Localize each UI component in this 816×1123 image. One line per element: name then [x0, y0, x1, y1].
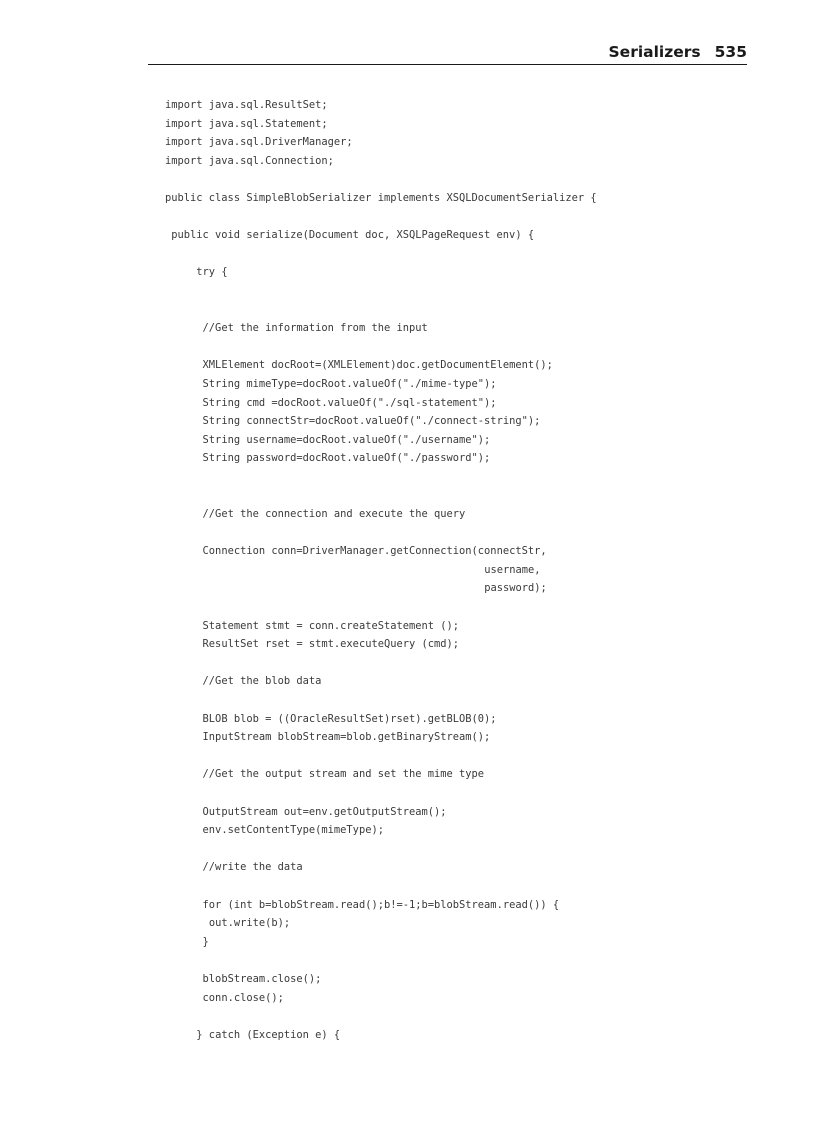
code-blank-line	[0, 282, 816, 301]
code-blank-line	[0, 598, 816, 617]
code-blank-line	[0, 951, 816, 970]
code-line: //Get the blob data	[202, 675, 322, 688]
code-line: BLOB blob = ((OracleResultSet)rset).getBLOB(0);	[202, 712, 497, 725]
code-blank-line	[0, 747, 816, 766]
code-blank-line	[0, 691, 816, 710]
code-line: password);	[484, 582, 547, 595]
code-line: //Get the connection and execute the query	[202, 508, 466, 521]
code-blank-line	[0, 840, 816, 859]
code-line: Connection conn=DriverManager.getConnection(connectStr,	[202, 545, 547, 558]
code-blank-line	[0, 784, 816, 803]
code-blank-line	[0, 301, 816, 320]
code-line: String cmd =docRoot.valueOf("./sql-statement");	[202, 396, 497, 409]
running-header	[148, 42, 747, 65]
code-blank-line	[0, 170, 816, 189]
code-line: import java.sql.Statement;	[165, 117, 328, 130]
code-line: conn.close();	[202, 991, 284, 1004]
page-number: 535	[714, 43, 747, 61]
code-line: out.write(b);	[208, 917, 291, 930]
code-line: blobStream.close();	[202, 972, 322, 985]
code-blank-line	[0, 1007, 816, 1026]
code-blank-line	[0, 208, 816, 227]
code-line: InputStream blobStream=blob.getBinaryStream();	[202, 731, 491, 744]
code-line: //Get the information from the input	[202, 322, 428, 335]
code-blank-line	[0, 524, 816, 543]
code-line: XMLElement docRoot=(XMLElement)doc.getDocumentElement();	[202, 359, 553, 372]
code-line: ResultSet rset = stmt.executeQuery (cmd);	[202, 638, 460, 651]
code-line: Statement stmt = conn.createStatement ();	[202, 619, 460, 632]
code-line: import java.sql.ResultSet;	[165, 99, 328, 111]
code-blank-line	[0, 654, 816, 673]
code-blank-line	[0, 338, 816, 357]
code-line: //Get the output stream and set the mime type	[202, 768, 485, 781]
code-blank-line	[0, 245, 816, 264]
code-line: }	[202, 935, 209, 948]
code-blank-line	[0, 486, 816, 505]
code-line: OutputStream out=env.getOutputStream();	[202, 805, 447, 818]
code-line: for (int b=blobStream.read();b!=-1;b=blobStream.read()) {	[202, 898, 560, 911]
code-line: public void serialize(Document doc, XSQLPageRequest env) {	[171, 229, 535, 242]
code-line: env.setContentType(mimeType);	[202, 824, 384, 837]
code-line: import java.sql.Connection;	[165, 154, 334, 167]
code-line: try {	[196, 266, 228, 279]
code-line: public class SimpleBlobSerializer implements XSQLDocumentSerializer {	[165, 191, 597, 204]
chapter-title: Serializers	[608, 43, 701, 61]
code-line: import java.sql.DriverManager;	[165, 136, 353, 149]
code-line: //write the data	[202, 861, 303, 874]
code-blank-line	[0, 468, 816, 487]
code-line: username,	[484, 563, 541, 576]
code-line: String password=docRoot.valueOf("./password");	[202, 452, 491, 465]
code-listing	[0, 96, 816, 1044]
code-line: } catch (Exception e) {	[196, 1028, 341, 1041]
code-blank-line	[0, 877, 816, 896]
code-line: String connectStr=docRoot.valueOf("./connect-string");	[202, 415, 541, 428]
code-line: String mimeType=docRoot.valueOf("./mime-type");	[202, 377, 497, 390]
code-line: String username=docRoot.valueOf("./username");	[202, 433, 491, 446]
